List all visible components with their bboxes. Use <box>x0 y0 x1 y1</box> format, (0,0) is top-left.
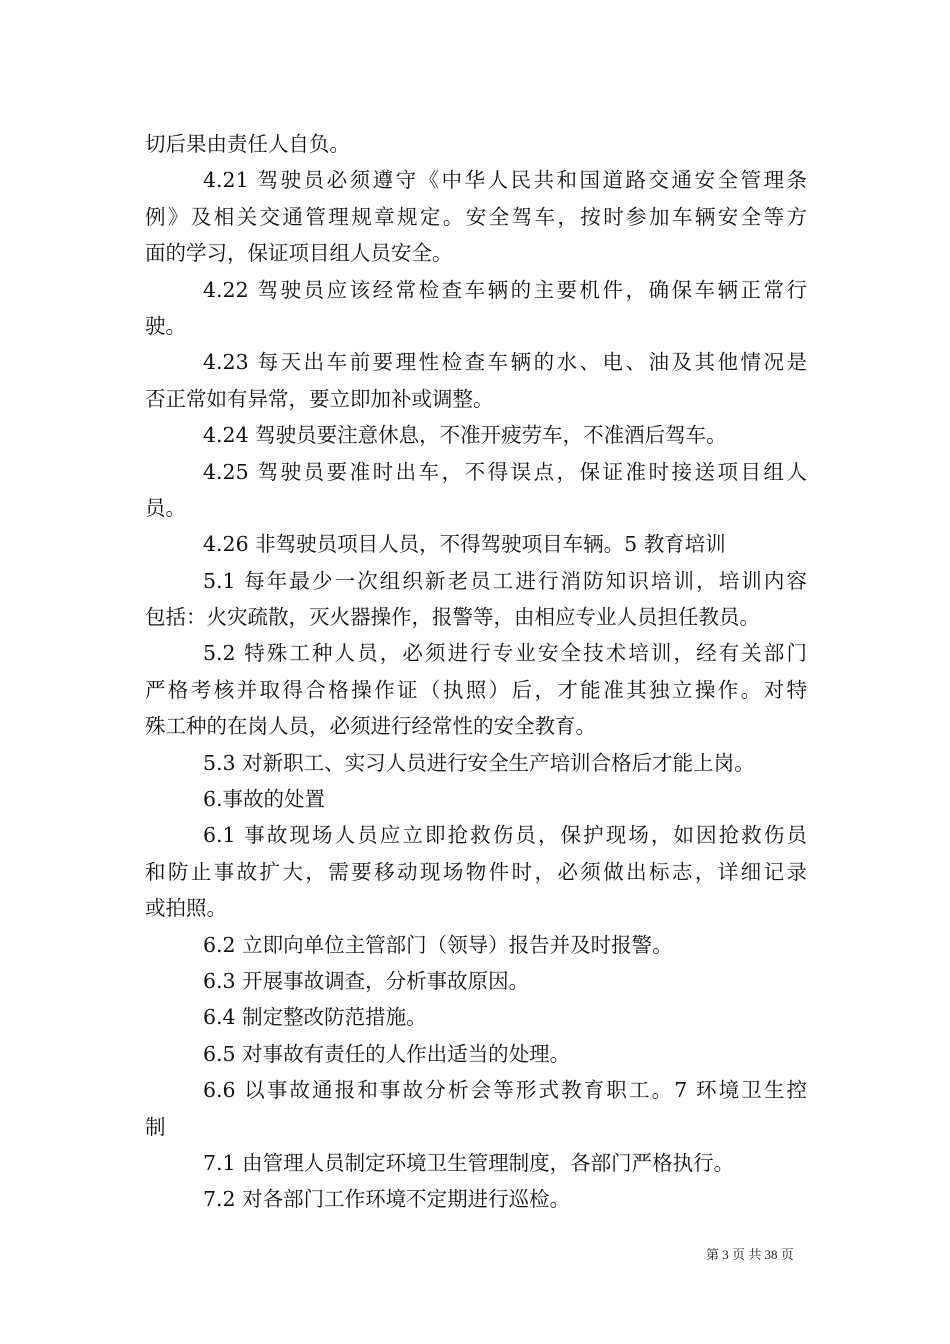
text-line: 7.1 由管理人员制定环境卫生管理制度，各部门严格执行。 <box>203 1150 735 1175</box>
document-body <box>145 126 807 1218</box>
text-line: 6.事故的处置 <box>203 787 326 812</box>
text-line: 面的学习，保证项目组人员安全。 <box>145 241 453 266</box>
text-line: 4.21 驾驶员必须遵守《中华人民共和国道路交通安全管理条 <box>203 168 807 193</box>
text-line: 6.4 制定整改防范措施。 <box>203 1005 427 1030</box>
text-line: 或拍照。 <box>145 896 227 921</box>
text-line: 7.2 对各部门工作环境不定期进行巡检。 <box>203 1187 571 1212</box>
text-line: 6.5 对事故有责任的人作出适当的处理。 <box>203 1041 571 1066</box>
text-line: 否正常如有异常，要立即加补或调整。 <box>145 386 494 411</box>
text-line: 严格考核并取得合格操作证（执照）后，才能准其独立操作。对特 <box>145 677 807 702</box>
text-line: 切后果由责任人自负。 <box>145 132 350 156</box>
text-line: 6.6 以事故通报和事故分析会等形式教育职工。7 环境卫生控 <box>203 1078 807 1103</box>
text-line: 和防止事故扩大，需要移动现场物件时，必须做出标志，详细记录 <box>145 859 807 884</box>
text-line: 制 <box>145 1114 166 1139</box>
text-line: 殊工种的在岗人员，必须进行经常性的安全教育。 <box>145 714 596 739</box>
text-line: 4.24 驾驶员要注意休息，不准开疲劳车，不准酒后驾车。 <box>203 423 727 448</box>
text-line: 6.3 开展事故调查，分析事故原因。 <box>203 968 530 993</box>
text-line: 4.25 驾驶员要准时出车，不得误点，保证准时接送项目组人 <box>203 459 807 484</box>
text-line: 例》及相关交通管理规章规定。安全驾车，按时参加车辆安全等方 <box>145 204 807 229</box>
text-line: 5.1 每年最少一次组织新老员工进行消防知识培训，培训内容 <box>203 568 807 593</box>
text-line: 包括：火灾疏散，灭火器操作，报警等，由相应专业人员担任教员。 <box>145 605 760 630</box>
text-line: 4.23 每天出车前要理性检查车辆的水、电、油及其他情况是 <box>203 350 807 375</box>
text-line: 5.2 特殊工种人员，必须进行专业安全技术培训，经有关部门 <box>203 641 807 666</box>
text-line: 6.1 事故现场人员应立即抢救伤员，保护现场，如因抢救伤员 <box>203 823 807 848</box>
text-line: 员。 <box>145 495 186 520</box>
text-line: 4.22 驾驶员应该经常检查车辆的主要机件，确保车辆正常行 <box>203 277 807 302</box>
text-line: 驶。 <box>145 313 186 338</box>
page-number-footer: 第 3 页 共 38 页 <box>706 1247 794 1262</box>
text-line: 4.26 非驾驶员项目人员，不得驾驶项目车辆。5 教育培训 <box>203 532 726 557</box>
text-line: 5.3 对新职工、实习人员进行安全生产培训合格后才能上岗。 <box>203 750 755 775</box>
text-line: 6.2 立即向单位主管部门（领导）报告并及时报警。 <box>203 932 673 957</box>
